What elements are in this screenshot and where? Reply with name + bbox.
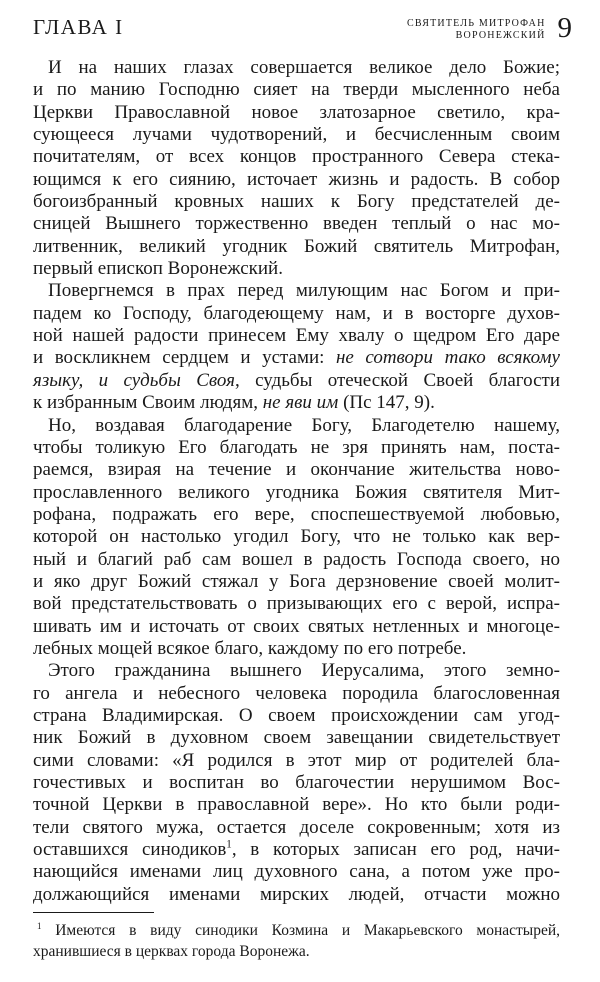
text-segment: (Пс 147, 9).	[338, 392, 435, 414]
text-line	[33, 660, 560, 682]
text-segment: гочестивых и воспитан во благочестии нерушимом Вос-	[33, 772, 560, 793]
text-line	[33, 213, 560, 235]
footnote-line	[33, 941, 560, 962]
text-segment: Но, воздавая благодарение Богу, Благодетелю нашему,	[48, 414, 560, 436]
text-segment: ный и благий раб сам вошел в радость Господа своего, но	[33, 548, 560, 570]
italic-quote: не сотвори тако всякому	[335, 347, 560, 369]
text-segment: Имеются в виду синодики Козмина и Макарьевского монастырей,	[41, 922, 560, 939]
text-segment: к избранным Своим людям,	[33, 392, 263, 414]
text-segment: Повергнемся в прах перед милующим нас Богом и при-	[48, 280, 560, 302]
text-segment: ющимся к его сиянию, источает жизнь и радость. В собор	[33, 168, 560, 190]
text-line	[33, 303, 560, 325]
page-header	[33, 14, 572, 42]
text-line	[33, 839, 560, 861]
text-segment: которой он настолько угодил Богу, что не только как вер-	[33, 526, 560, 548]
text-line	[33, 392, 560, 414]
text-line	[33, 683, 560, 705]
text-line	[33, 750, 560, 772]
text-line	[33, 705, 560, 727]
text-line	[33, 593, 560, 615]
text-segment: , судьбы отеческой Своей благости	[234, 369, 560, 391]
footnote-reference: 1	[37, 920, 42, 931]
text-segment: тели святого мужа, остается доселе сокровенным; хотя из	[33, 816, 560, 838]
text-line	[33, 861, 560, 883]
text-segment: нающийся именами лиц духовного сана, а потом уже про-	[33, 861, 560, 883]
text-line	[33, 258, 560, 280]
text-segment: Этого гражданина вышнего Иерусалима, этого земно-	[48, 660, 560, 682]
italic-quote: языку, и судьбы Своя	[33, 369, 235, 391]
text-segment: рофана, подражать его вере, споспешествуемой любовью,	[33, 503, 560, 525]
text-line	[33, 482, 560, 504]
text-line	[33, 727, 560, 749]
text-line	[33, 415, 560, 437]
footnote	[33, 920, 560, 962]
running-title	[407, 18, 546, 42]
text-segment: и по манию Господню сияет на тверди мысленного неба	[33, 79, 560, 101]
text-line	[33, 526, 560, 548]
body-text	[33, 57, 560, 906]
chapter-title: ГЛАВА I	[33, 15, 124, 39]
text-segment: чтобы толикую Его благодать не зря принять нам, поста-	[33, 436, 560, 458]
text-segment: И на наших глазах совершается великое дело Божие;	[48, 57, 560, 78]
text-line	[33, 459, 560, 481]
text-line	[33, 79, 560, 101]
text-line	[33, 794, 560, 816]
text-line	[33, 504, 560, 526]
text-line	[33, 325, 560, 347]
text-segment: и воскликнем сердцем и устами:	[33, 347, 336, 369]
text-line	[33, 236, 560, 258]
text-segment: , в которых записан его род, начи-	[231, 839, 560, 861]
text-line	[33, 124, 560, 146]
text-segment: сующееся лучами чудотворений, и бесчисленным своим	[33, 124, 560, 146]
text-segment: богоизбранный кровных наших к Богу предстателей де-	[33, 191, 560, 213]
text-line	[33, 884, 560, 906]
text-segment: оставшихся синодиков	[33, 839, 227, 861]
text-segment: Церкви Православной новое златозарное светило, кра-	[33, 101, 560, 123]
text-segment: ник Божий в духовном своем завещании свидетельствует	[33, 727, 560, 749]
text-segment: должающийся именами мирских людей, отчасти можно	[33, 883, 560, 905]
text-line	[33, 191, 560, 213]
text-line	[33, 571, 560, 593]
footnote-line	[33, 920, 560, 941]
text-line	[33, 370, 560, 392]
text-segment: вой предстательствовать о призывающих его с верой, испра-	[33, 593, 560, 615]
text-segment: сницей Вышнего торжественно введен теплый о нас мо-	[33, 213, 560, 235]
text-segment: точной Церкви в православной вере». Но кто были роди-	[33, 794, 560, 816]
page-number: 9	[557, 12, 572, 44]
text-line	[33, 347, 560, 369]
text-line	[33, 280, 560, 302]
text-segment: прославленного великого угодника Божия святителя Мит-	[33, 481, 560, 503]
text-segment: страна Владимирская. О своем происхождении сам угод-	[33, 704, 560, 726]
text-segment: ной нашей радости принесем Ему хвалу о щедром Его даре	[33, 325, 560, 347]
text-segment: почитателям, от всех концов пространного Севера стека-	[33, 146, 560, 168]
footnote-reference: 1	[226, 838, 232, 851]
running-title-line2: ВОРОНЕЖСКИЙ	[455, 30, 546, 41]
text-segment: раемся, взирая на течение и окончание жительства ново-	[33, 459, 560, 481]
text-line	[33, 638, 560, 660]
text-segment: хранившиеся в церквах города Воронежа.	[33, 943, 310, 960]
text-segment: шивать им и источать от своих святых нетленных и многоце-	[33, 615, 560, 637]
text-line	[33, 57, 560, 79]
text-segment: падем ко Господу, благодеющему нам, и в восторге духов-	[33, 302, 560, 324]
text-segment: первый епископ Воронежский.	[33, 258, 283, 280]
footnote-block	[33, 912, 560, 962]
text-segment: литвенник, великий угодник Божий святитель Митрофан,	[33, 235, 560, 257]
text-line	[33, 169, 560, 191]
text-segment: лебных мощей всякое благо, каждому по его потребе.	[33, 637, 467, 659]
text-line	[33, 102, 560, 124]
text-line	[33, 146, 560, 168]
text-segment: сими словами: «Я родился в этот мир от родителей бла-	[33, 749, 560, 771]
text-line	[33, 437, 560, 459]
text-line	[33, 549, 560, 571]
header-right	[407, 14, 572, 42]
italic-quote: не яви им	[262, 392, 339, 414]
text-line	[33, 772, 560, 794]
text-segment: го ангела и небесного человека породила благословенная	[33, 682, 560, 704]
footnote-rule	[33, 912, 154, 913]
running-title-line1: СВЯТИТЕЛЬ МИТРОФАН	[406, 18, 546, 29]
text-line	[33, 817, 560, 839]
text-line	[33, 616, 560, 638]
text-segment: и яко друг Божий стяжал у Бога дерзновение своей молит-	[33, 570, 560, 592]
